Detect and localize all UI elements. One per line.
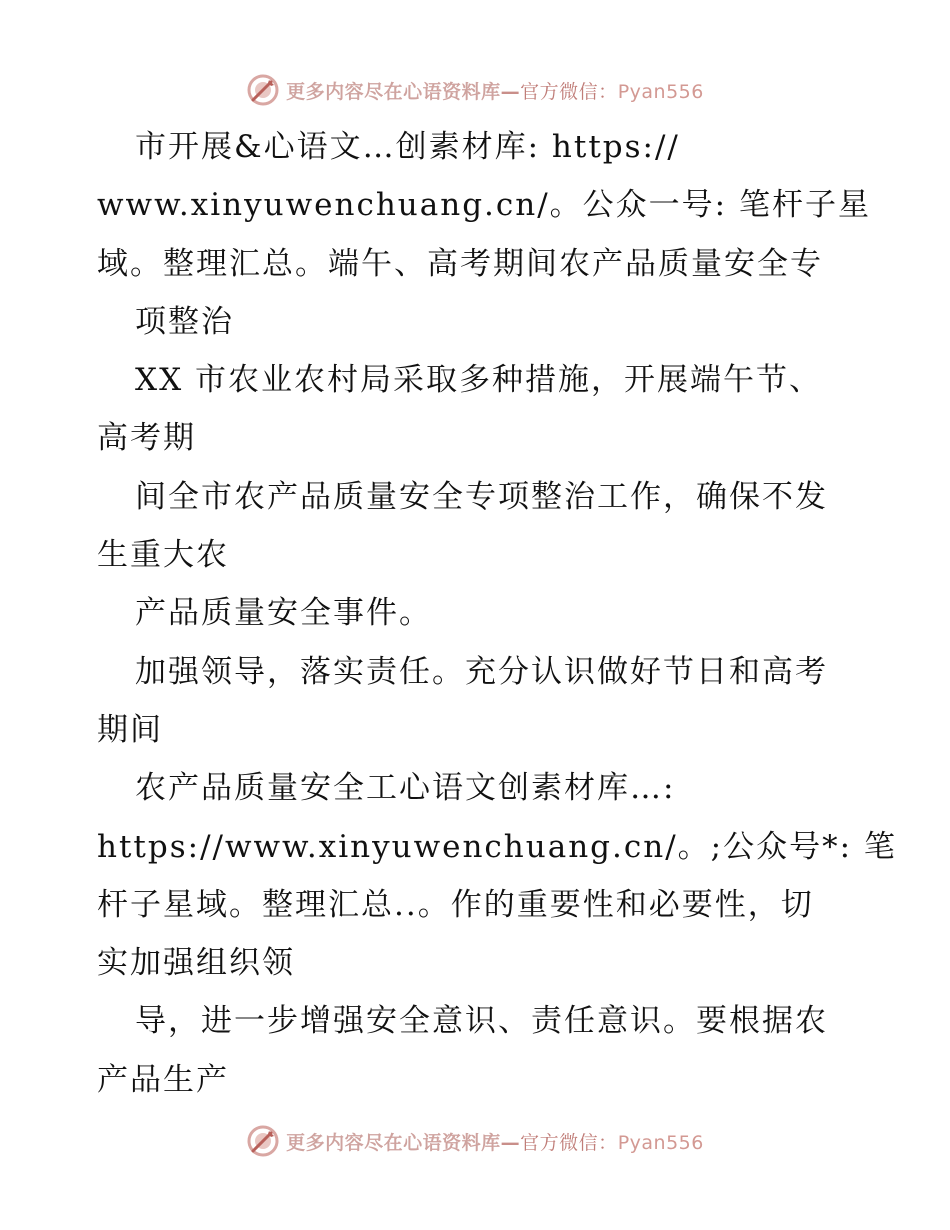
- body-line: 高考期: [97, 420, 196, 457]
- footer-official: 官方微信：: [520, 1131, 618, 1154]
- document-body: [97, 118, 897, 1109]
- body-line: XX 市农业农村局采取多种措施，开展端午节、: [135, 362, 822, 399]
- footer-separator: —: [500, 1131, 521, 1154]
- header-watermark-banner: [0, 70, 950, 110]
- footer-brand: 更多内容尽在心语资料库: [286, 1131, 501, 1154]
- footer-watermark-text: [286, 1128, 704, 1155]
- body-line: 产品质量安全事件。: [135, 595, 432, 632]
- header-official: 官方微信：: [520, 80, 618, 103]
- body-line: 杆子星域。整理汇总..。作的重要性和必要性，切: [97, 886, 814, 923]
- body-line: 实加强组织领: [97, 945, 295, 982]
- body-line: 产品生产: [97, 1061, 229, 1098]
- body-line: 导，进一步增强安全意识、责任意识。要根据农: [135, 1003, 828, 1040]
- header-account: Pyan556: [617, 80, 704, 103]
- brand-logo-icon: [246, 73, 280, 107]
- brand-logo-icon: [246, 1124, 280, 1158]
- header-watermark-text: [286, 77, 704, 104]
- footer-account: Pyan556: [617, 1131, 704, 1154]
- footer-watermark-banner: [0, 1121, 950, 1161]
- body-line: 项整治: [135, 303, 234, 340]
- header-brand: 更多内容尽在心语资料库: [286, 80, 501, 103]
- body-line: 农产品质量安全工心语文创素材库…:: [135, 770, 676, 807]
- header-separator: —: [500, 80, 521, 103]
- body-line: 域。整理汇总。端午、高考期间农产品质量安全专: [97, 245, 823, 282]
- body-line: 市开展&心语文…创素材库: https://: [135, 129, 680, 165]
- body-line: www.xinyuwenchuang.cn/。公众一号: 笔杆子星: [97, 187, 871, 224]
- body-line: 生重大农: [97, 537, 229, 574]
- body-line: 间全市农产品质量安全专项整治工作，确保不发: [135, 478, 828, 515]
- body-line: 加强领导，落实责任。充分认识做好节日和高考: [135, 653, 828, 690]
- body-line: https://www.xinyuwenchuang.cn/。;公众号*: 笔: [97, 828, 897, 865]
- body-line: 期间: [97, 711, 163, 748]
